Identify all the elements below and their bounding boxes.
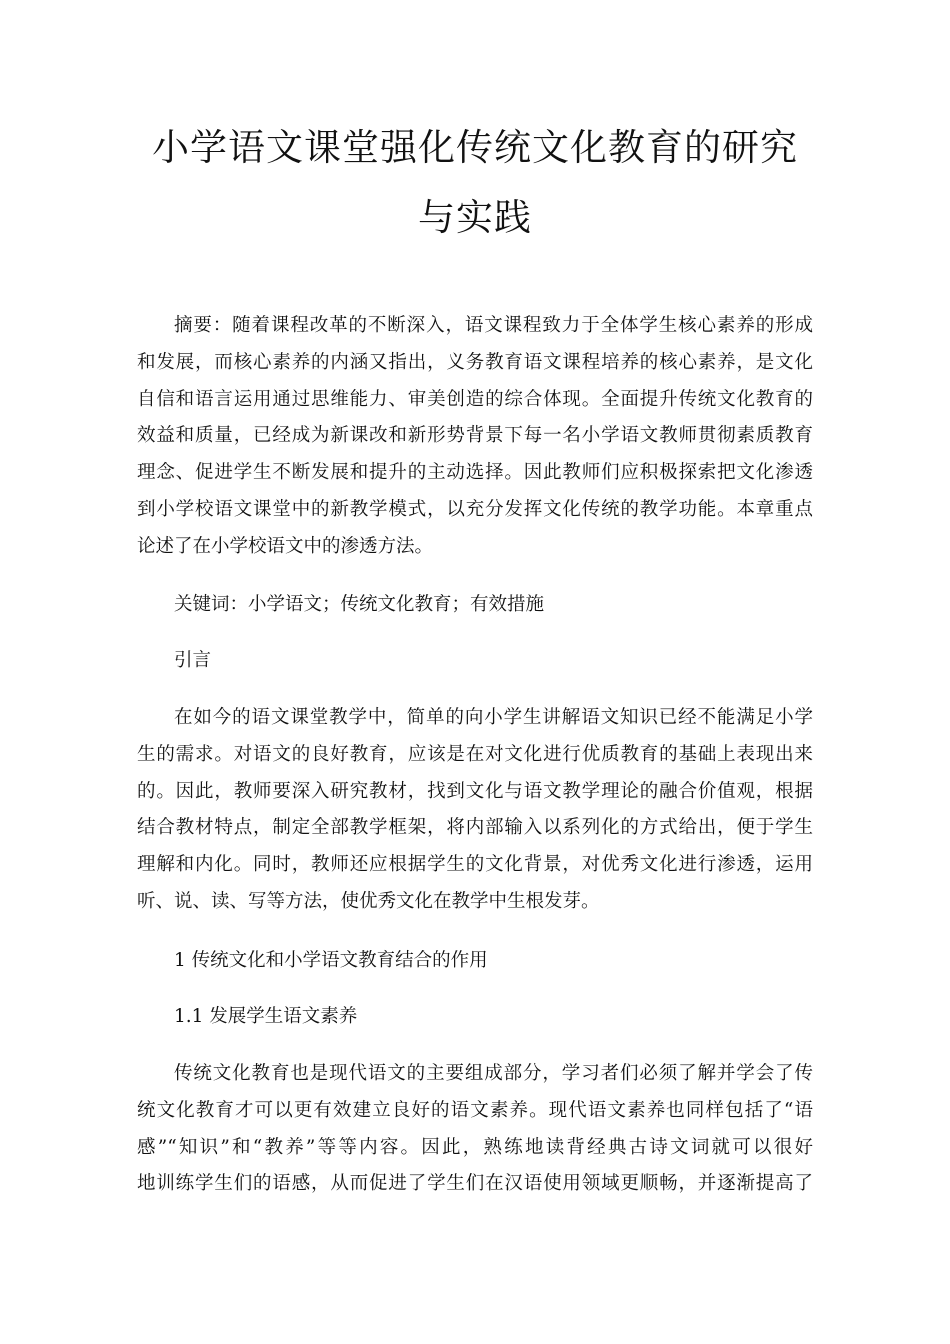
abstract-line: 到小学校语文课堂中的新教学模式，以充分发挥文化传统的教学功能。本章重点 — [137, 498, 813, 520]
section-1-1-paragraph — [137, 1056, 813, 1203]
section-1-heading: 1 传统文化和小学语文教育结合的作用 — [174, 950, 488, 971]
abstract-line: 效益和质量，已经成为新课改和新形势背景下每一名小学语文教师贯彻素质教育 — [137, 425, 813, 447]
intro-line: 生的需求。对语文的良好教育，应该是在对文化进行优质教育的基础上表现出来 — [137, 743, 813, 765]
abstract-line: 理念、促进学生不断发展和提升的主动选择。因此教师们应积极探索把文化渗透 — [137, 462, 813, 484]
intro-line: 结合教材特点，制定全部教学框架，将内部输入以系列化的方式给出，便于学生 — [137, 817, 813, 839]
abstract-line: 自信和语言运用通过思维能力、审美创造的综合体现。全面提升传统文化教育的 — [137, 388, 813, 410]
intro-paragraph — [137, 700, 813, 921]
abstract-line: 摘要：随着课程改革的不断深入，语文课程致力于全体学生核心素养的形成 — [174, 315, 813, 336]
section-line: 传统文化教育也是现代语文的主要组成部分，学习者们必须了解并学会了传 — [174, 1063, 813, 1084]
section-line: 感”“知识”和“教养”等等内容。因此，熟练地读背经典古诗文词就可以很好 — [137, 1136, 813, 1158]
section-1-1-heading: 1.1 发展学生语文素养 — [174, 1006, 358, 1027]
section-line: 地训练学生们的语感，从而促进了学生们在汉语使用领域更顺畅，并逐渐提高了 — [137, 1173, 813, 1195]
keywords: 关键词：小学语文；传统文化教育；有效措施 — [174, 594, 545, 615]
intro-line: 在如今的语文课堂教学中，简单的向小学生讲解语文知识已经不能满足小学 — [174, 707, 813, 728]
intro-line: 听、说、读、写等方法，使优秀文化在教学中生根发芽。 — [137, 890, 600, 912]
section-line: 统文化教育才可以更有效建立良好的语文素养。现代语文素养也同样包括了“语 — [137, 1099, 813, 1121]
intro-line: 的。因此，教师要深入研究教材，找到文化与语文教学理论的融合价值观，根据 — [137, 780, 813, 802]
document-title-line-2: 与实践 — [418, 196, 532, 239]
intro-heading: 引言 — [174, 650, 212, 671]
document-title-line-1: 小学语文课堂强化传统文化教育的研究 — [152, 126, 798, 169]
abstract-line: 和发展，而核心素养的内涵又指出，义务教育语文课程培养的核心素养，是文化 — [137, 351, 813, 373]
intro-line: 理解和内化。同时，教师还应根据学生的文化背景，对优秀文化进行渗透，运用 — [137, 854, 813, 876]
abstract-line: 论述了在小学校语文中的渗透方法。 — [137, 535, 434, 557]
abstract-paragraph — [137, 308, 813, 566]
